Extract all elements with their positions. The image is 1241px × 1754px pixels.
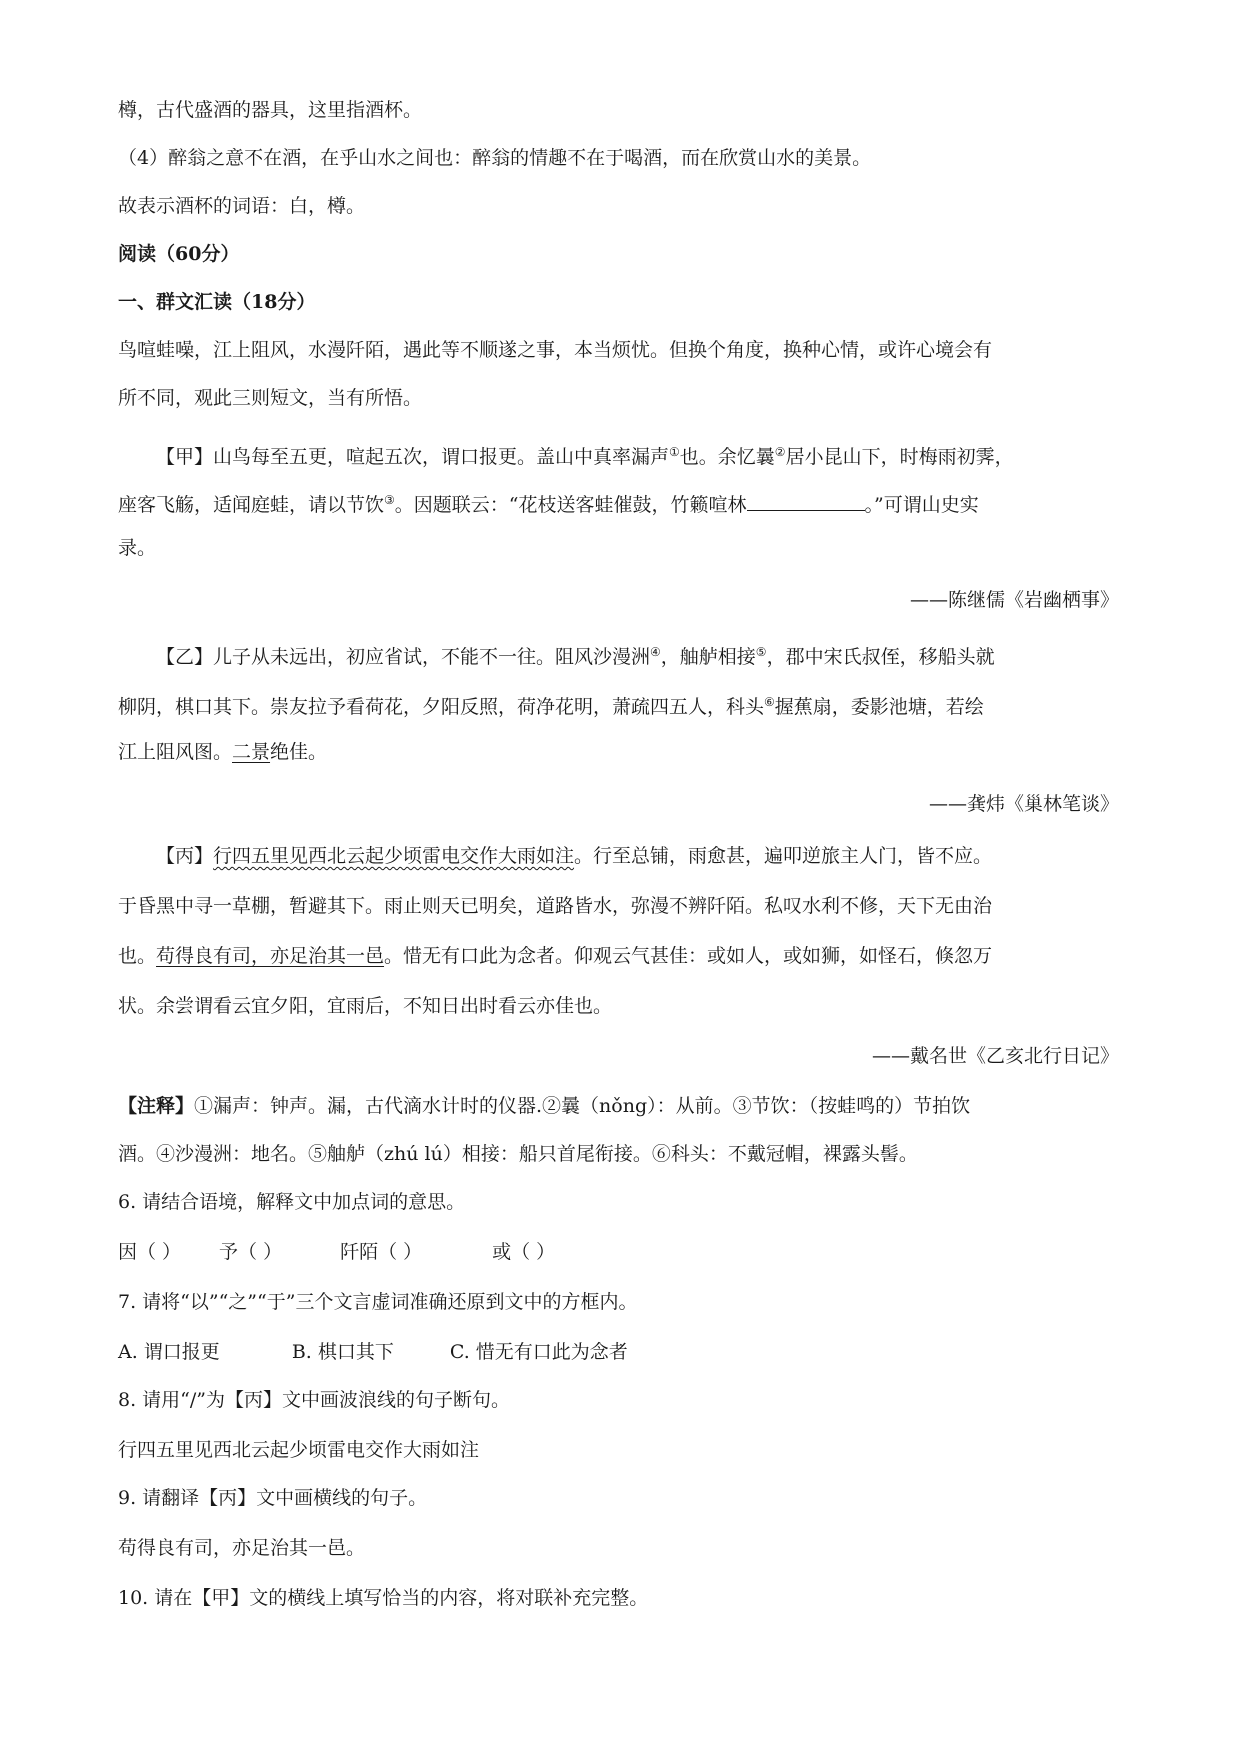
answer-slot[interactable]: 因（ ） xyxy=(118,1241,182,1263)
option-a: A. 谓口报更 xyxy=(118,1341,220,1363)
source-citation: ——戴名世《乙亥北行日记》 xyxy=(871,1045,1119,1067)
option-c: C. 惜无有口此为念者 xyxy=(449,1341,628,1363)
intro-line: 所不同，观此三则短文，当有所悟。 xyxy=(118,387,423,409)
answer-slot[interactable]: 予（ ） xyxy=(219,1241,283,1263)
text-line: 故表示酒杯的词语：白，樽。 xyxy=(118,195,366,217)
question-10-prompt: 10. 请在【甲】文的横线上填写恰当的内容，将对联补充完整。 xyxy=(118,1587,649,1609)
question-7-options xyxy=(118,1338,628,1366)
question-9-prompt: 9. 请翻译【丙】文中画横线的句子。 xyxy=(118,1487,428,1509)
question-6-items xyxy=(118,1238,555,1266)
source-citation: ——陈继儒《岩幽栖事》 xyxy=(909,589,1119,611)
wavy-underlined-sentence: 行四五里见西北云起少顷雷电交作大雨如注 xyxy=(213,845,575,867)
notes-line: 酒。④沙漫洲：地名。⑤舳舻（zhú lú）相接：船只首尾衔接。⑥科头：不戴冠帽，裸露头髻。 xyxy=(118,1143,918,1165)
question-7-prompt: 7. 请将“以”“之”“于”三个文言虚词准确还原到文中的方框内。 xyxy=(118,1291,638,1313)
underlined-phrase: 二景 xyxy=(232,741,271,763)
passage-bing-line: 也。苟得良有司，亦足治其一邑。惜无有口此为念者。仰观云气甚佳：或如人，或如狮，如怪石，倏忽万 xyxy=(118,945,993,967)
passage-jia-line: 录。 xyxy=(118,537,157,559)
source-citation: ——龚炜《巢林笔谈》 xyxy=(928,793,1119,815)
passage-bing-line: 状。余尝谓看云宜夕阳，宜雨后，不知日出时看云亦佳也。 xyxy=(118,995,613,1017)
section-heading: 阅读（60分） xyxy=(118,243,240,265)
question-8-sentence: 行四五里见西北云起少顷雷电交作大雨如注 xyxy=(118,1439,480,1461)
passage-bing-line: 【丙】行四五里见西北云起少顷雷电交作大雨如注。行至总铺，雨愈甚，遍叩逆旅主人门，皆不应。 xyxy=(156,845,993,867)
passage-yi-line: 柳阴，棋口其下。崇友拉予看荷花，夕阳反照，荷净花明，萧疏四五人，科头⑥握蕉扇，委影池塘，若绘 xyxy=(118,695,984,718)
answer-slot[interactable]: 或（ ） xyxy=(492,1241,556,1263)
answer-slot[interactable]: 阡陌（ ） xyxy=(340,1241,423,1263)
passage-jia-line: 座客飞觞，适闻庭蛙，请以节饮③。因题联云：“花枝送客蛙催鼓，竹籁喧林 。”可谓山史实 xyxy=(118,486,979,519)
text-line: 樽，古代盛酒的器具，这里指酒杯。 xyxy=(118,99,423,121)
passage-jia-line: 【甲】山鸟每至五更，喧起五次，谓口报更。盖山中真率漏声①也。余忆曩②居小昆山下，时梅雨初霁， xyxy=(156,445,1014,468)
underlined-sentence: 苟得良有司，亦足治其一邑 xyxy=(156,945,385,967)
text-line: （4）醉翁之意不在酒，在乎山水之间也：醉翁的情趣不在于喝酒，而在欣赏山水的美景。 xyxy=(118,147,872,169)
couplet-blank[interactable] xyxy=(747,490,865,511)
passage-bing-line: 于昏黑中寻一草棚，暂避其下。雨止则天已明矣，道路皆水，弥漫不辨阡陌。私叹水利不修，天下无由治 xyxy=(118,895,993,917)
question-6-prompt: 6. 请结合语境，解释文中加点词的意思。 xyxy=(118,1191,466,1213)
passage-yi-line: 江上阻风图。二景绝佳。 xyxy=(118,741,328,763)
passage-yi-line: 【乙】儿子从未远出，初应省试，不能不一往。阻风沙漫洲④，舳舻相接⑤，郡中宋氏叔侄，移船头就 xyxy=(156,645,995,668)
option-b: B. 棋口其下 xyxy=(291,1341,394,1363)
subsection-heading: 一、群文汇读（18分） xyxy=(118,291,316,313)
intro-line: 鸟喧蛙噪，江上阻风，水漫阡陌，遇此等不顺遂之事，本当烦忧。但换个角度，换种心情，或许心境会有 xyxy=(118,339,993,361)
notes-line: 【注释】①漏声：钟声。漏，古代滴水计时的仪器.②曩（nǒng）：从前。③节饮：（按蛙鸣的）节拍饮 xyxy=(118,1095,971,1117)
question-8-prompt: 8. 请用“/”为【丙】文中画波浪线的句子断句。 xyxy=(118,1389,510,1411)
question-9-sentence: 苟得良有司，亦足治其一邑。 xyxy=(118,1537,366,1559)
